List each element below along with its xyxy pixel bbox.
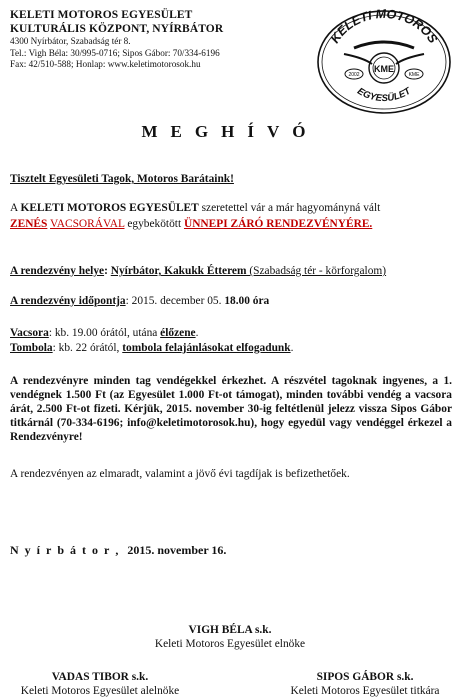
intro-paragraph bbox=[10, 201, 452, 232]
dinner-label: Vacsora bbox=[10, 327, 49, 339]
intro-org: KELETI MOTOROS EGYESÜLET bbox=[20, 202, 199, 214]
secretary-signature bbox=[270, 670, 460, 698]
secretary-name: SIPOS GÁBOR s.k. bbox=[316, 671, 414, 683]
vice-president-title: Keleti Motoros Egyesület alelnöke bbox=[20, 685, 180, 697]
raffle-offer: tombola felajánlásokat elfogadunk bbox=[122, 342, 291, 354]
time-label: A rendezvény időpontja bbox=[10, 295, 126, 307]
intro-c: egybekötött bbox=[124, 217, 184, 230]
logo-year-left: 2002 bbox=[348, 72, 360, 78]
handshake-icon bbox=[354, 42, 414, 48]
raffle-text: : kb. 22 órától, bbox=[52, 342, 123, 354]
intro-zenes: ZENÉS bbox=[10, 217, 48, 230]
logo-top-text: KELETI MOTOROS bbox=[327, 6, 441, 46]
intro-a: A bbox=[10, 202, 21, 214]
org-fax-web: Fax: 42/510-588; Honlap: www.keletimotorosok.hu bbox=[10, 59, 201, 69]
raffle-end: . bbox=[290, 342, 294, 354]
raffle-label: Tombola bbox=[10, 342, 53, 354]
intro-b: szeretettel vár a már hagyományná vált bbox=[198, 202, 381, 214]
logo-year-right: KME bbox=[408, 72, 420, 78]
time-date: : 2015. december 05. bbox=[125, 295, 225, 307]
place-city: Nyírbátor bbox=[10, 543, 116, 557]
logo-bottom-text: EGYESÜLET bbox=[355, 85, 413, 105]
venue-place: Nyírbátor, Kakukk Étterem bbox=[110, 265, 247, 277]
venue-detail: (Szabadság tér - körforgalom) bbox=[246, 265, 387, 277]
raffle-line bbox=[10, 341, 452, 355]
secretary-title: Keleti Motoros Egyesület titkára bbox=[290, 685, 440, 697]
org-name: KELETI MOTOROS EGYESÜLET bbox=[10, 9, 193, 21]
dinner-end: . bbox=[195, 327, 199, 339]
greeting: Tisztelt Egyesületi Tagok, Motoros Barátaink! bbox=[10, 173, 234, 185]
president-title: Keleti Motoros Egyesület elnöke bbox=[154, 638, 306, 650]
venue-label: A rendezvény helye bbox=[10, 265, 105, 277]
president-name: VIGH BÉLA s.k. bbox=[188, 624, 272, 636]
vice-president-signature bbox=[0, 670, 200, 698]
dinner-text: : kb. 19.00 órától, utána bbox=[48, 327, 161, 339]
dinner-live-music: élőzene bbox=[160, 327, 196, 339]
document-title: MEGHÍVÓ bbox=[141, 122, 319, 141]
president-signature bbox=[130, 623, 330, 651]
letterhead bbox=[10, 8, 310, 71]
place-and-date: Nyírbátor, 2015. november 16. bbox=[10, 543, 227, 557]
logo-center-text: KME bbox=[374, 64, 394, 74]
place-date: 2015. november 16. bbox=[127, 543, 227, 557]
participation-paragraph: A rendezvényre minden tag vendégekkel érkezhet. A részvétel tagoknak ingyenes, a 1. vendégnek 1.500 Ft (az Egyesület 1.000 Ft-ot támogat), minden további vendég a vacsora árát, 2.500 Ft-ot fizeti. Kérjük, 2015. november 30-ig feltétlenül jelezz vissza Sipos Gábor titkárnál (70-334-6196; info@keletimotorosok.hu), hogy egyedül vagy vendéggel érkezel a Rendezvényre! bbox=[10, 375, 452, 443]
org-phone: Tel.: Vigh Béla: 30/995-0716; Sipos Gábor: 70/334-6196 bbox=[10, 47, 220, 58]
membership-note: A rendezvényen az elmaradt, valamint a jövő évi tagdíjak is befizethetőek. bbox=[10, 468, 350, 480]
venue-colon: : bbox=[104, 265, 111, 277]
org-subtitle: KULTURÁLIS KÖZPONT, NYÍRBÁTOR bbox=[10, 23, 224, 35]
intro-event: ÜNNEPI ZÁRÓ RENDEZVÉNYÉRE. bbox=[183, 217, 373, 230]
intro-vacsora: VACSORÁVAL bbox=[50, 217, 125, 230]
org-address: 4300 Nyírbátor, Szabadság tér 8. bbox=[10, 36, 131, 46]
club-logo bbox=[314, 6, 454, 116]
time-hour: 18.00 óra bbox=[224, 295, 270, 307]
vice-president-name: VADAS TIBOR s.k. bbox=[51, 671, 149, 683]
time-line bbox=[10, 294, 452, 308]
venue-line bbox=[10, 264, 452, 278]
dinner-line bbox=[10, 326, 452, 340]
